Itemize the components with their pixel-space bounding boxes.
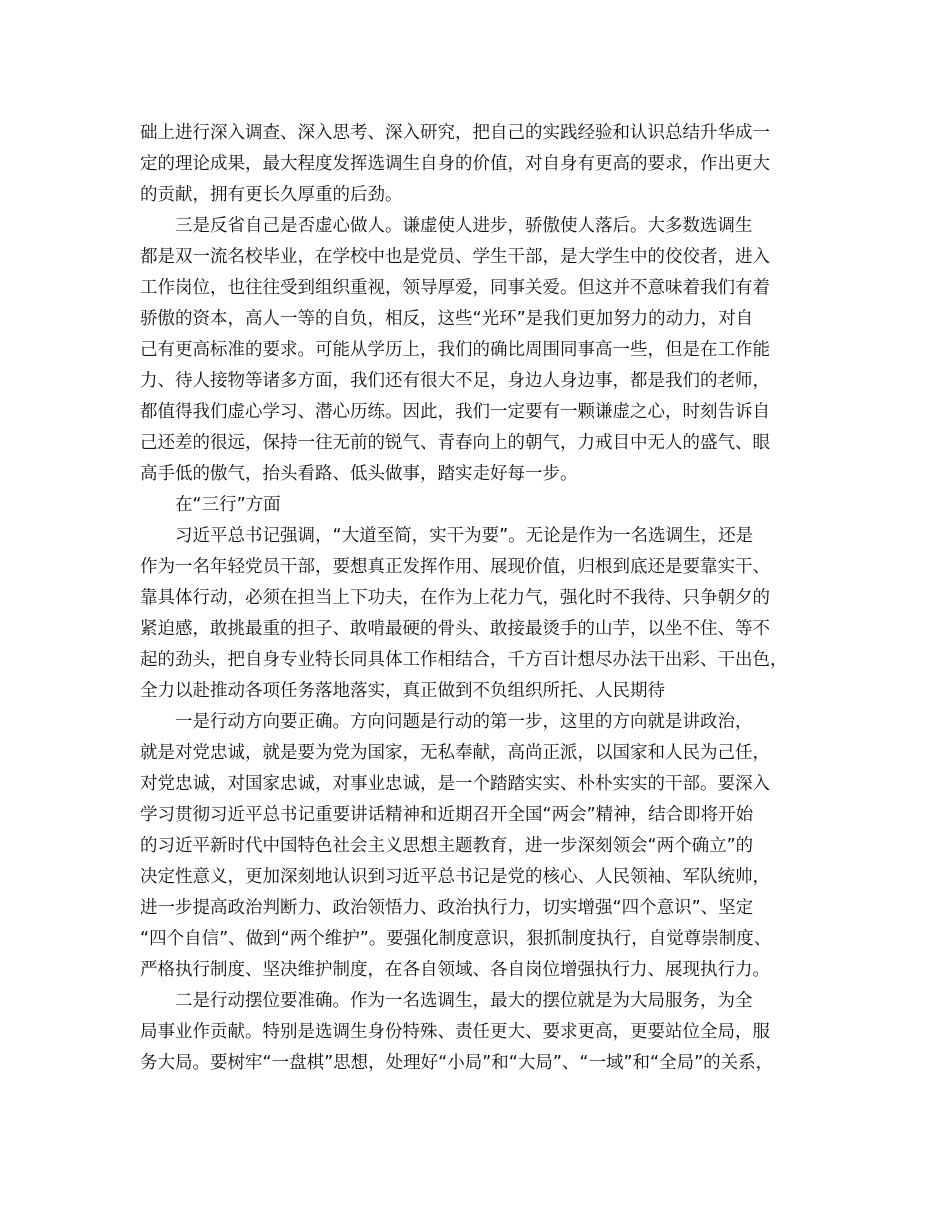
text-line: 局事业作贡献。特别是选调生身份特殊、责任更大、要求更高，更要站位全局，服 (140, 1022, 770, 1042)
text-line: 高手低的傲气，抬头看路、低头做事，踏实走好每一步。 (140, 464, 578, 484)
text-line: 靠具体行动，必须在担当上下功夫，在作为上花力气，强化时不我待、只争朝夕的 (140, 588, 770, 608)
text-line: 紧迫感，敢挑最重的担子、敢啃最硬的骨头、敢接最烫手的山芋，以坐不住、等不 (140, 619, 770, 639)
paragraph-start-line: 习近平总书记强调，“大道至简，实干为要”。无论是作为一名选调生，还是 (175, 526, 754, 546)
text-line: 严格执行制度、坚决维护制度，在各自领域、各自岗位增强执行力、展现执行力。 (140, 960, 770, 980)
paragraph-start-line: 二是行动摆位要准确。作为一名选调生，最大的摆位就是为大局服务，为全 (175, 991, 753, 1011)
text-line: 全力以赴推动各项任务落地落实，真正做到不负组织所托、人民期待 (140, 681, 665, 701)
text-line: 决定性意义，更加深刻地认识到习近平总书记是党的核心、人民领袖、军队统帅， (140, 867, 770, 887)
text-line: 己还差的很远，保持一往无前的锐气、青春向上的朝气，力戒目中无人的盛气、眼 (140, 433, 770, 453)
text-line: 务大局。要树牢“一盘棋”思想，处理好“小局”和“大局”、“一域”和“全局”的关系， (140, 1053, 774, 1073)
text-line: 都是双一流名校毕业，在学校中也是党员、学生干部，是大学生中的佼佼者，进入 (140, 247, 770, 267)
text-line: 力、待人接物等诸多方面，我们还有很大不足，身边人身边事，都是我们的老师， (140, 371, 770, 391)
text-line: 作为一名年轻党员干部，要想真正发挥作用、展现价值，归根到底还是要靠实干、 (140, 557, 770, 577)
text-line: “四个自信”、做到“两个维护”。要强化制度意识，狠抓制度执行，自觉尊崇制度、 (140, 929, 772, 949)
text-line: 工作岗位，也往往受到组织重视，领导厚爱，同事关爱。但这并不意味着我们有着 (140, 278, 770, 298)
paragraph-start-line: 一是行动方向要正确。方向问题是行动的第一步，这里的方向就是讲政治， (175, 712, 753, 732)
text-line: 进一步提高政治判断力、政治领悟力、政治执行力，切实增强“四个意识”、坚定 (140, 898, 754, 918)
text-line: 就是对党忠诚，就是要为党为国家，无私奉献，高尚正派，以国家和人民为己任， (140, 743, 770, 763)
text-line: 的贡献，拥有更长久厚重的后劲。 (140, 185, 403, 205)
text-line: 础上进行深入调查、深入思考、深入研究，把自己的实践经验和认识总结升华成一 (140, 123, 770, 143)
paragraph-start-line: 三是反省自己是否虚心做人。谦虚使人进步，骄傲使人落后。大多数选调生 (175, 216, 753, 236)
text-line: 己有更高标准的要求。可能从学历上，我们的确比周围同事高一些，但是在工作能 (140, 340, 770, 360)
text-line: 骄傲的资本，高人一等的自负，相反，这些“光环”是我们更加努力的动力，对自 (140, 309, 754, 329)
text-line: 对党忠诚，对国家忠诚，对事业忠诚，是一个踏踏实实、朴朴实实的干部。要深入 (140, 774, 770, 794)
text-line: 起的劲头，把自身专业特长同具体工作相结合，千方百计想尽办法干出彩、干出色， (140, 650, 788, 670)
text-line: 都值得我们虚心学习、潜心历练。因此，我们一定要有一颗谦虚之心，时刻告诉自 (140, 402, 770, 422)
section-heading: 在“三行”方面 (175, 495, 281, 515)
text-line: 学习贯彻习近平总书记重要讲话精神和近期召开全国“两会”精神，结合即将开始 (140, 805, 754, 825)
text-line: 的习近平新时代中国特色社会主义思想主题教育，进一步深刻领会“两个确立”的 (140, 836, 754, 856)
text-line: 定的理论成果，最大程度发挥选调生自身的价值，对自身有更高的要求，作出更大 (140, 154, 770, 174)
